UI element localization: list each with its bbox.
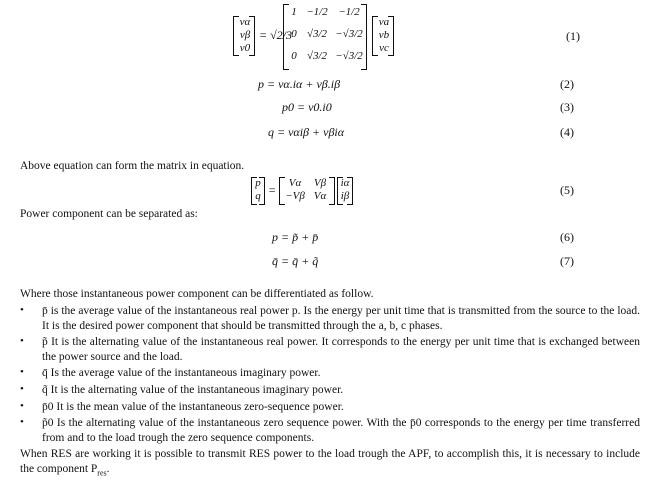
eq1-scale: = √2/3: [259, 28, 293, 42]
eq5-lhs-0: p: [255, 177, 261, 189]
eq5-number: (5): [560, 183, 574, 197]
list-item-symbol: q̄: [42, 367, 48, 379]
eq1-rhs-vector: [372, 16, 394, 56]
eq5-m-10: −Vβ: [285, 190, 305, 202]
equation-7: q̄ = q̄ + q̃: [272, 254, 319, 268]
closing-subscript: res: [97, 468, 107, 478]
closing-text: When RES are working it is possible to transmit RES power to the load trough the APF, to accomplish this, it is necessary to include the component P: [20, 448, 640, 475]
eq5-m-00: Vα: [288, 177, 302, 189]
bullet-glyph: •: [20, 416, 24, 428]
eq7-number: (7): [560, 254, 574, 268]
eq5-rhs-0: iα: [340, 177, 350, 189]
eq1-lhs-2: v0: [239, 42, 251, 54]
separate-intro-text: Power component can be separated as:: [20, 208, 198, 220]
list-item: [42, 304, 640, 334]
list-item-symbol: q̃: [42, 384, 48, 396]
eq5-lhs-1: q: [255, 190, 261, 202]
eq4-number: (4): [560, 125, 574, 139]
list-item-symbol: p̃: [42, 336, 48, 348]
closing-paragraph: [20, 447, 640, 480]
eq1-m-11: √3/2: [306, 28, 328, 40]
list-item-text: Is the alternating value of the instantaneous zero sequence power. With the p̄0 corresponds to the energy per time transferred from and to the load trough the zero sequence components.: [42, 417, 640, 444]
eq5-m-11: Vα: [313, 190, 327, 202]
equation-4: q = vαiβ + vβiα: [268, 125, 345, 139]
eq1-m-01: −1/2: [306, 6, 328, 18]
list-item: [42, 335, 640, 365]
eq1-m-12: −√3/2: [335, 28, 363, 40]
bullet-glyph: •: [20, 335, 24, 347]
eq1-m-00: 1: [291, 6, 297, 18]
eq6-number: (6): [560, 230, 574, 244]
equation-3: p0 = v0.i0: [282, 100, 332, 114]
eq5-rhs-vector: [337, 177, 353, 205]
eq1-m-22: −√3/2: [335, 50, 363, 62]
eq1-matrix: [283, 4, 367, 70]
eq1-rhs-0: va: [378, 16, 390, 28]
eq5-rhs-1: iβ: [340, 190, 350, 202]
list-item: [42, 400, 640, 415]
eq5-m-01: Vβ: [313, 177, 327, 189]
bullet-glyph: •: [20, 400, 24, 412]
list-item-text: Is the average value of the instantaneous imaginary power.: [47, 367, 321, 379]
list-item-text: is the average value of the instantaneous real power p. Is the energy per unit time that is transmitted from the source to the load. It is the desired power component that should be transmitted through the a, b, c phases.: [42, 305, 640, 332]
list-item-text: It is the alternating value of the instantaneous real power. It corresponds to the energy per unit time that is exchanged between the power source and the load.: [42, 336, 640, 363]
eq1-rhs-1: vb: [378, 29, 390, 41]
list-item: [42, 366, 640, 381]
eq5-equals: =: [268, 183, 277, 197]
eq1-lhs-0: vα: [239, 16, 251, 28]
eq2-number: (2): [560, 77, 574, 91]
list-item-symbol: p̄: [42, 305, 48, 317]
list-item: [42, 383, 640, 398]
eq5-matrix: [279, 177, 335, 205]
list-item-symbol: p̃0: [42, 417, 54, 429]
eq1-lhs-vector: [233, 16, 255, 56]
bullet-glyph: •: [20, 383, 24, 395]
eq1-m-20: 0: [291, 50, 297, 62]
eq1-m-10: 0: [291, 28, 297, 40]
eq1-number: (1): [566, 29, 580, 43]
differentiated-intro-text: Where those instantaneous power component can be differentiated as follow.: [20, 288, 374, 300]
eq1-rhs-2: vc: [379, 42, 389, 54]
list-item-symbol: p̄0: [42, 401, 54, 413]
list-item: [42, 416, 640, 446]
bullet-glyph: •: [20, 304, 24, 316]
equation-2: p = vα.iα + vβ.iβ: [258, 77, 341, 91]
list-item-text: It is the mean value of the instantaneous zero-sequence power.: [53, 401, 344, 413]
bullet-glyph: •: [20, 366, 24, 378]
eq3-number: (3): [560, 100, 574, 114]
eq1-m-02: −1/2: [338, 6, 360, 18]
matrix-intro-text: Above equation can form the matrix in equation.: [20, 160, 245, 172]
closing-period: .: [106, 463, 110, 475]
list-item-text: It is the alternating value of the instantaneous imaginary power.: [47, 384, 344, 396]
eq5-lhs-vector: [251, 177, 265, 205]
eq1-lhs-1: vβ: [239, 29, 251, 41]
eq1-m-21: √3/2: [306, 50, 328, 62]
equation-6: p = p̃ + p̄: [272, 230, 319, 244]
